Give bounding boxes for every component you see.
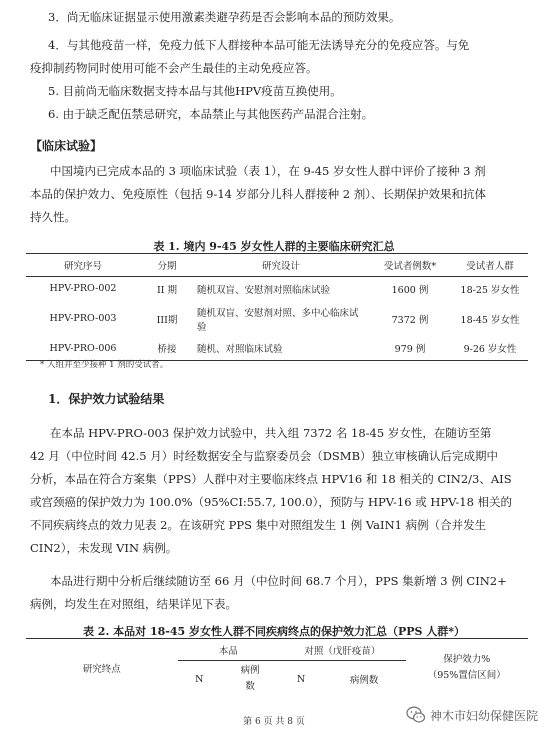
efficacy-line-4: 或宫颈癌的保护效力为 100.0%（95%CI:55.7, 100.0），预防与 HPV-16 或 HPV-18 相关的 bbox=[30, 495, 513, 509]
table1-header-phase: 分期 bbox=[140, 254, 194, 277]
efficacy-line-6: CIN2），未发现 VIN 病例。 bbox=[30, 541, 178, 555]
table1-header-n: 受试者例数* bbox=[368, 254, 452, 277]
table2-subheader-cases-line2: 数 bbox=[245, 681, 255, 692]
table-row bbox=[26, 301, 528, 337]
intro-line-1: 中国境内已完成本品的 3 项临床试验（表 1），在 9-45 岁女性人群中评价了接种 3 剂 bbox=[50, 164, 486, 178]
table2-efficacy-summary bbox=[26, 638, 528, 697]
table1-clinical-studies bbox=[26, 253, 528, 361]
table2-header-endpoint: 研究终点 bbox=[26, 639, 178, 698]
study-phase: 桥接 bbox=[140, 337, 194, 361]
efficacy-line-5: 不同疾病终点的效力见表 2。在该研究 PPS 集中对照组发生 1 例 VaIN1 病例（合并发生 bbox=[30, 518, 487, 532]
precaution-item-4: 4．与其他疫苗一样，免疫力低下人群接种本品可能无法诱导充分的免疫应答。与免 bbox=[48, 38, 470, 52]
table2-subheader-cases bbox=[221, 661, 279, 698]
table1-header-population: 受试者人群 bbox=[452, 254, 528, 277]
study-population: 18-45 岁女性 bbox=[460, 314, 520, 326]
study-id: HPV-PRO-002 bbox=[49, 283, 117, 295]
study-id: HPV-PRO-006 bbox=[26, 337, 140, 361]
table2-header-row-1 bbox=[26, 639, 528, 661]
table2-header-control: 对照（戊肝疫苗） bbox=[279, 639, 405, 661]
table1-caption: 表 1. 境内 9-45 岁女性人群的主要临床研究汇总 bbox=[153, 240, 395, 253]
precaution-item-4-cont: 疫抑制药物同时使用可能不会产生最佳的主动免疫应答。 bbox=[30, 61, 318, 75]
study-population: 9-26 岁女性 bbox=[452, 337, 528, 361]
precaution-item-3: 3．尚无临床证据显示使用激素类避孕药是否会影响本品的预防效果。 bbox=[48, 10, 401, 24]
table2-header-efficacy bbox=[406, 639, 529, 698]
study-n: 1600 例 bbox=[391, 284, 429, 296]
study-population: 18-25 岁女性 bbox=[460, 284, 520, 296]
table2-header-efficacy-line1: 保护效力% bbox=[443, 654, 491, 665]
watermark-text: 神木市妇幼保健医院 bbox=[429, 708, 538, 723]
efficacy-line-2: 42 月（中位时间 42.5 月）时经数据安全与监察委员会（DSMB）独立审核确认后完成期中 bbox=[30, 449, 499, 463]
table2-header-efficacy-line2: （95%置信区间） bbox=[427, 670, 506, 681]
followup-line-2: 病例，均发生在对照组，结果详见下表。 bbox=[30, 597, 237, 611]
intro-line-3: 持久性。 bbox=[30, 210, 76, 224]
table1-header-design: 研究设计 bbox=[194, 254, 368, 277]
section-heading-clinical-trials: 【临床试验】 bbox=[30, 139, 103, 153]
table2-subheader-n: N bbox=[195, 673, 204, 685]
study-phase: II 期 bbox=[156, 284, 178, 296]
study-design: 随机双盲、安慰剂对照临床试验 bbox=[197, 284, 331, 296]
study-n: 7372 例 bbox=[391, 314, 429, 326]
precaution-item-5: 5. 目前尚无临床数据支持本品与其他HPV疫苗互换使用。 bbox=[48, 84, 342, 98]
wechat-icon bbox=[406, 705, 426, 725]
efficacy-line-1: 在本品 HPV-PRO-003 保护效力试验中，共入组 7372 名 18-45 岁女性，在随访至第 bbox=[50, 426, 492, 440]
study-n: 979 例 bbox=[368, 337, 452, 361]
followup-line-1: 本品进行期中分析后继续随访至 66 月（中位时间 68.7 个月），PPS 集新增 3 例 CIN2+ bbox=[50, 574, 507, 588]
table2-subheader-cases-control: 病例数 bbox=[349, 675, 379, 686]
subsection-heading-efficacy: 1．保护效力试验结果 bbox=[48, 392, 165, 406]
table2-subheader-cases-line1: 病例 bbox=[240, 665, 260, 676]
table2-caption: 表 2. 本品对 18-45 岁女性人群不同疾病终点的保护效力汇总（PPS 人群*） bbox=[82, 625, 466, 638]
table2-subheader-n-control: N bbox=[296, 673, 306, 685]
table-row bbox=[26, 337, 528, 361]
table1-header-id: 研究序号 bbox=[26, 254, 140, 277]
study-design: 随机双盲、安慰剂对照、多中心临床试验 bbox=[197, 307, 359, 333]
intro-line-2: 本品的保护效力、免疫原性（包括 9-14 岁部分儿科人群接种 2 剂）、长期保护效果和抗体 bbox=[30, 187, 487, 201]
precaution-item-6: 6. 由于缺乏配伍禁忌研究，本品禁止与其他医药产品混合注射。 bbox=[48, 107, 374, 121]
table1-footnote: * 入组并至少接种 1 剂的受试者。 bbox=[40, 360, 169, 370]
study-phase: III期 bbox=[156, 314, 178, 326]
study-id: HPV-PRO-003 bbox=[49, 313, 117, 324]
watermark bbox=[406, 705, 538, 725]
efficacy-line-3: 分析，本品在符合方案集（PPS）人群中对主要临床终点 HPV16 和 18 相关的 CIN2/3、AIS bbox=[30, 472, 512, 486]
table1-header-row bbox=[26, 254, 528, 277]
study-design: 随机、对照临床试验 bbox=[194, 337, 368, 361]
page-number: 第 6 页 共 8 页 bbox=[243, 717, 305, 727]
table-row bbox=[26, 277, 528, 301]
table2-header-product: 本品 bbox=[178, 639, 280, 661]
